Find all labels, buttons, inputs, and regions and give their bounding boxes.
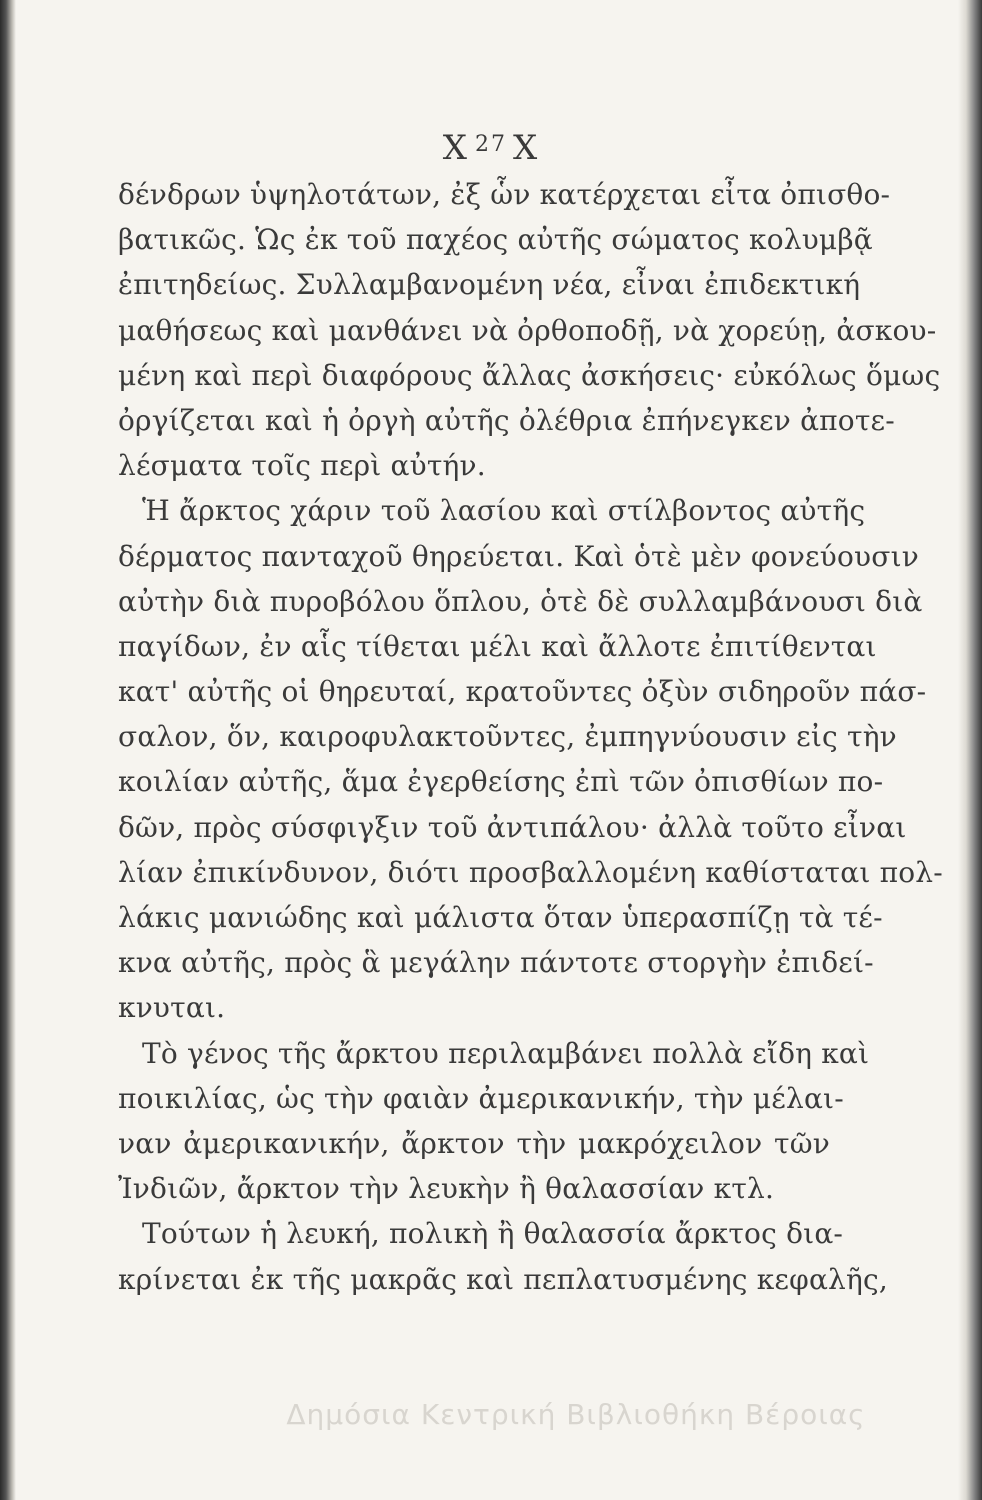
text-line: λίαν ἐπικίνδυνον, διότι προσβαλλομένη καθίσταται πολ- [118, 855, 943, 889]
text-line: Ἰνδιῶν, ἄρκτον τὴν λευκὴν ἢ θαλασσίαν κτλ. [118, 1172, 775, 1206]
text-line: δῶν, πρὸς σύσφιγξιν τοῦ ἀντιπάλου· ἀλλὰ τοῦτο εἶναι [118, 810, 907, 844]
text-line: κνα αὐτῆς, πρὸς ἃ μεγάλην πάντοτε στοργὴν ἐπιδεί- [118, 946, 874, 980]
scan-edge-left [0, 0, 16, 1500]
text-line: λέσματα τοῖς περὶ αὐτήν. [118, 449, 486, 483]
text-line: κρίνεται ἐκ τῆς μακρᾶς καὶ πεπλατυσμένης κεφαλῆς, [118, 1262, 888, 1296]
text-line: ὀργίζεται καὶ ἡ ὀργὴ αὐτῆς ὀλέθρια ἐπήνεγκεν ἀποτε- [118, 403, 895, 437]
text-line: βατικῶς. Ὡς ἐκ τοῦ παχέος αὐτῆς σώματος κολυμβᾷ [118, 223, 873, 257]
text-line: Τούτων ἡ λευκή, πολικὴ ἢ θαλασσία ἄρκτος δια- [142, 1217, 844, 1251]
text-line: μαθήσεως καὶ μανθάνει νὰ ὀρθοποδῇ, νὰ χορεύῃ, ἀσκου- [118, 313, 937, 347]
text-line: κνυται. [118, 991, 226, 1025]
text-line: ποικιλίας, ὡς τὴν φαιὰν ἀμερικανικήν, τὴν μέλαι- [118, 1081, 844, 1115]
text-line: ναν ἀμερικανικήν, ἄρκτον τὴν μακρόχειλον τῶν [118, 1126, 830, 1160]
text-line: παγίδων, ἐν αἷς τίθεται μέλι καὶ ἄλλοτε ἐπιτίθενται [118, 629, 877, 663]
text-line: κοιλίαν αὐτῆς, ἅμα ἐγερθείσης ἐπὶ τῶν ὀπισθίων πο- [118, 765, 884, 799]
text-line: αὐτὴν διὰ πυροβόλου ὅπλου, ὁτὲ δὲ συλλαμβάνουσι διὰ [118, 584, 923, 618]
header-mark-left: X [442, 128, 469, 168]
text-line: μένη καὶ περὶ διαφόρους ἄλλας ἀσκήσεις· εὐκόλως ὅμως [118, 358, 941, 392]
page-number-header [0, 128, 982, 168]
page-number: 27 [475, 132, 507, 157]
text-line: λάκις μανιώδης καὶ μάλιστα ὅταν ὑπερασπίζῃ τὰ τέ- [118, 901, 883, 934]
header-mark-right: X [513, 128, 540, 168]
text-line: δένδρων ὑψηλοτάτων, ἐξ ὧν κατέρχεται εἶτα ὀπισθο- [118, 178, 891, 211]
library-watermark: Δημόσια Κεντρική Βιβλιοθήκη Βέροιας [286, 1398, 866, 1431]
text-line: δέρματος πανταχοῦ θηρεύεται. Καὶ ὁτὲ μὲν φονεύουσιν [118, 539, 919, 573]
text-line: σαλον, ὅν, καιροφυλακτοῦντες, ἐμπηγνύουσιν εἰς τὴν [118, 720, 897, 754]
text-line: Τὸ γένος τῆς ἄρκτου περιλαμβάνει πολλὰ εἴδη καὶ [142, 1036, 870, 1070]
text-line: ἐπιτηδείως. Συλλαμβανομένη νέα, εἶναι ἐπιδεκτική [118, 268, 861, 302]
text-line: κατ' αὐτῆς οἱ θηρευταί, κρατοῦντες ὀξὺν σιδηροῦν πάσ- [118, 675, 927, 709]
text-line: Ἡ ἄρκτος χάριν τοῦ λασίου καὶ στίλβοντος αὐτῆς [142, 494, 866, 528]
body-text [118, 172, 943, 1302]
scan-edge-right [958, 0, 982, 1500]
